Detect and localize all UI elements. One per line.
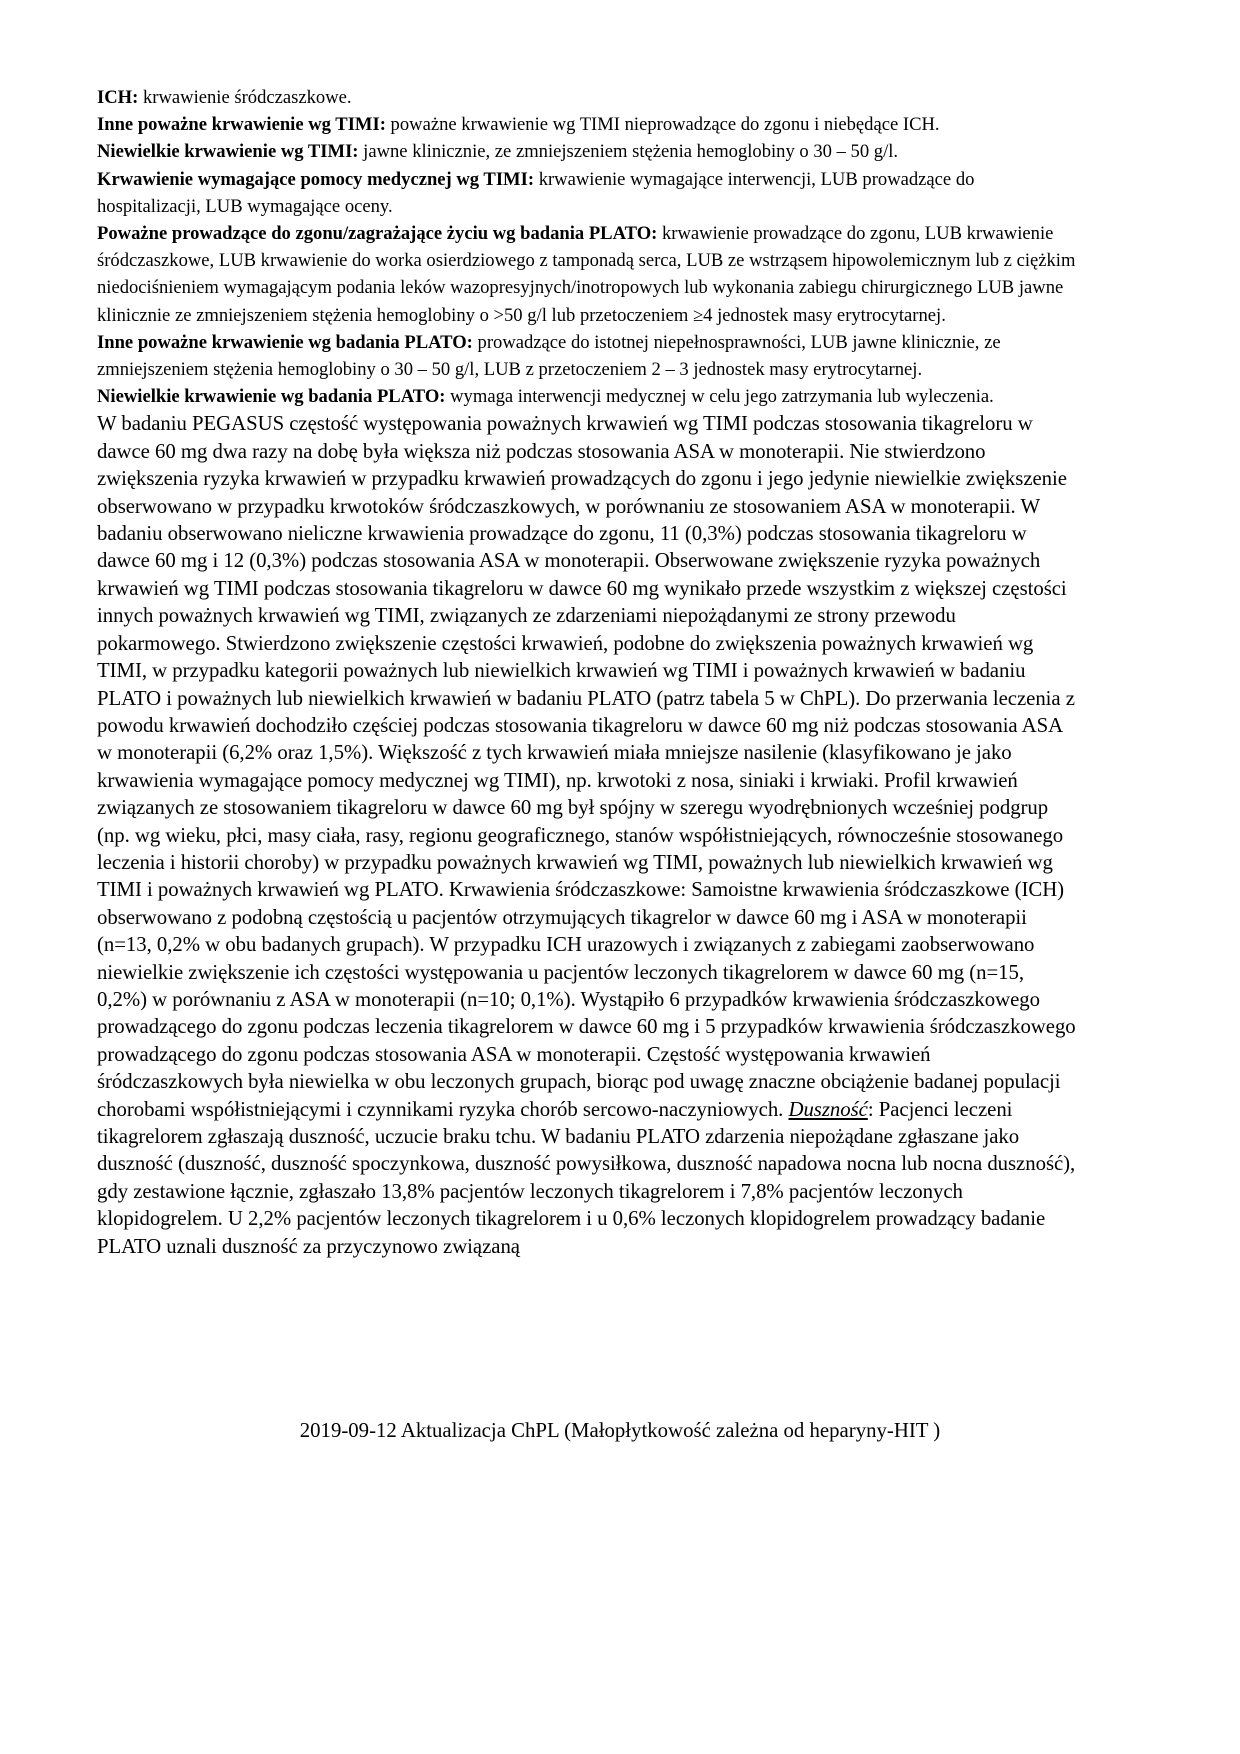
definition-term: Niewielkie krwawienie wg TIMI: [97, 141, 359, 163]
body-text-part1: W badaniu PEGASUS częstość występowania poważnych krwawień wg TIMI podczas stosowania tikagreloru w dawce 60 mg dwa razy na dobę była większa niż podczas stosowania ASA w monoterapii. Nie stwierdzono zwiększenia ryzyka krwawień w przypadku krwawień prowadzących do zgonu i jego jedynie niewielkie zwiększenie obserwowano w przypadku krwotoków śródczaszkowych, w porównaniu ze stosowaniem ASA w monoterapii. W badaniu obserwowano nieliczne krwawienia prowadzące do zgonu, 11 (0,3%) podczas stosowania tikagreloru w dawce 60 mg i 12 (0,3%) podczas stosowania ASA w monoterapii. Obserwowane zwiększenie ryzyka poważnych krwawień wg TIMI podczas stosowania tikagreloru w dawce 60 mg wynikało przede wszystkim z większej częstości innych poważnych krwawień wg TIMI, związanych ze zdarzeniami niepożądanymi ze strony przewodu pokarmowego. Stwierdzono zwiększenie częstości krwawień, podobne do zwiększenia poważnych krwawień wg TIMI, w przypadku kategorii poważnych lub niewielkich krwawień wg TIMI i poważnych krwawień w badaniu PLATO i poważnych lub niewielkich krwawień w badaniu PLATO (patrz tabela 5 w ChPL). Do przerwania leczenia z powodu krwawień dochodziło częściej podczas stosowania tikagreloru w dawce 60 mg niż podczas stosowania ASA w monoterapii (6,2% oraz 1,5%). Większość z tych krwawień miała mniejsze nasilenie (klasyfikowano je jako krwawienia wymagające pomocy medycznej wg TIMI), np. krwotoki z nosa, siniaki i krwiaki. Profil krwawień związanych ze stosowaniem tikagreloru w dawce 60 mg był spójny w szeregu wyodrębnionych wcześniej podgrup (np. wg wieku, płci, masy ciała, rasy, regionu geograficznego, stanów współistniejących, równocześnie stosowanego leczenia i historii choroby) w przypadku poważnych krwawień wg TIMI, poważnych lub niewielkich krwawień wg TIMI i poważnych krwawień wg PLATO. Krwawienia śródczaszkowe: Samoistne krwawienia śródczaszkowe (ICH) obserwowano z podobną częstością u pacjentów otrzymujących tikagrelor w dawce 60 mg i ASA w monoterapii (n=13, 0,2% w obu badanych grupach). W przypadku ICH urazowych i związanych z zabiegami zaobserwowano niewielkie zwiększenie ich częstości występowania u pacjentów leczonych tikagrelorem w dawce 60 mg (n=15, 0,2%) w porównaniu z ASA w monoterapii (n=10; 0,1%). Wystąpiło 6 przypadków krwawienia śródczaszkowego prowadzącego do zgonu podczas leczenia tikagrelorem w dawce 60 mg i 5 przypadków krwawienia śródczaszkowego prowadzącego do zgonu podczas stosowania ASA w monoterapii. Częstość występowania krwawień śródczaszkowych była niewielka w obu leczonych grupach, biorąc pod uwagę znaczne obciążenie badanej populacji chorobami współistniejącymi i czynnikami ryzyka chorób sercowo-naczyniowych. [97, 412, 1076, 1121]
definition-term: ICH: [97, 87, 139, 108]
definition-term: Inne poważne krwawienie wg TIMI: [97, 114, 386, 136]
definition-text: poważne krwawienie wg TIMI nieprowadzące do zgonu i niebędące ICH. [385, 114, 940, 136]
page-footer: 2019-09-12 Aktualizacja ChPL (Małopłytkowość zależna od heparyny-HIT ) [299, 1419, 941, 1442]
definition-term: Poważne prowadzące do zgonu/zagrażające życiu wg badania PLATO: [97, 223, 658, 245]
definition-term: Niewielkie krwawienie wg badania PLATO: [97, 386, 446, 408]
definition-item [97, 383, 1077, 410]
definition-term: Krwawienie wymagające pomocy medycznej wg TIMI: [97, 168, 535, 190]
definition-item [97, 166, 1077, 220]
definition-item [97, 84, 1077, 111]
definition-text: jawne klinicznie, ze zmniejszeniem stężenia hemoglobiny o 30 – 50 g/l. [358, 141, 899, 163]
definition-term: Inne poważne krwawienie wg badania PLATO: [97, 331, 473, 353]
document-page [97, 84, 1077, 1260]
dyspnea-heading: Duszność [788, 1097, 868, 1121]
definition-text: krwawienie wymagające interwencji, LUB prowadzące do hospitalizacji, LUB wymagające oceny. [97, 168, 975, 217]
definition-text: wymaga interwencji medycznej w celu jego zatrzymania lub wyleczenia. [445, 386, 994, 408]
definition-item [97, 329, 1077, 383]
definition-item [97, 111, 1077, 138]
definition-item [97, 138, 1077, 165]
definition-text: prowadzące do istotnej niepełnosprawności, LUB jawne klinicznie, ze zmniejszeniem stężenia hemoglobiny o 30 – 50 g/l, LUB z przetoczeniem 2 – 3 jednostek masy erytrocytarnej. [97, 331, 1001, 381]
definitions-list [97, 84, 1077, 410]
body-text-part2: : Pacjenci leczeni tikagrelorem zgłaszają duszność, uczucie braku tchu. W badaniu PLATO zdarzenia niepożądane zgłaszane jako duszność (duszność, duszność spoczynkowa, duszność powysiłkowa, duszność napadowa nocna lub nocna duszność), gdy zestawione łącznie, zgłaszało 13,8% pacjentów leczonych tikagrelorem i 7,8% pacjentów leczonych klopidogrelem. U 2,2% pacjentów leczonych tikagrelorem i u 0,6% leczonych klopidogrelem prowadzący badanie PLATO uznali duszność za przyczynowo związaną [97, 1097, 1076, 1258]
body-paragraph [97, 410, 1077, 1260]
definition-text: krwawienie prowadzące do zgonu, LUB krwawienie śródczaszkowe, LUB krwawienie do worka osierdziowego z tamponadą serca, LUB ze wstrząsem hipowolemicznym lub z ciężkim niedociśnieniem wymagającym podania leków wazopresyjnych/inotropowych lub wykonania zabiegu chirurgicznego LUB jawne klinicznie ze zmniejszeniem stężenia hemoglobiny o >50 g/l lub przetoczeniem ≥4 jednostek masy erytrocytarnej. [97, 223, 1076, 326]
definition-text: krwawienie śródczaszkowe. [138, 87, 352, 108]
definition-item [97, 220, 1077, 329]
